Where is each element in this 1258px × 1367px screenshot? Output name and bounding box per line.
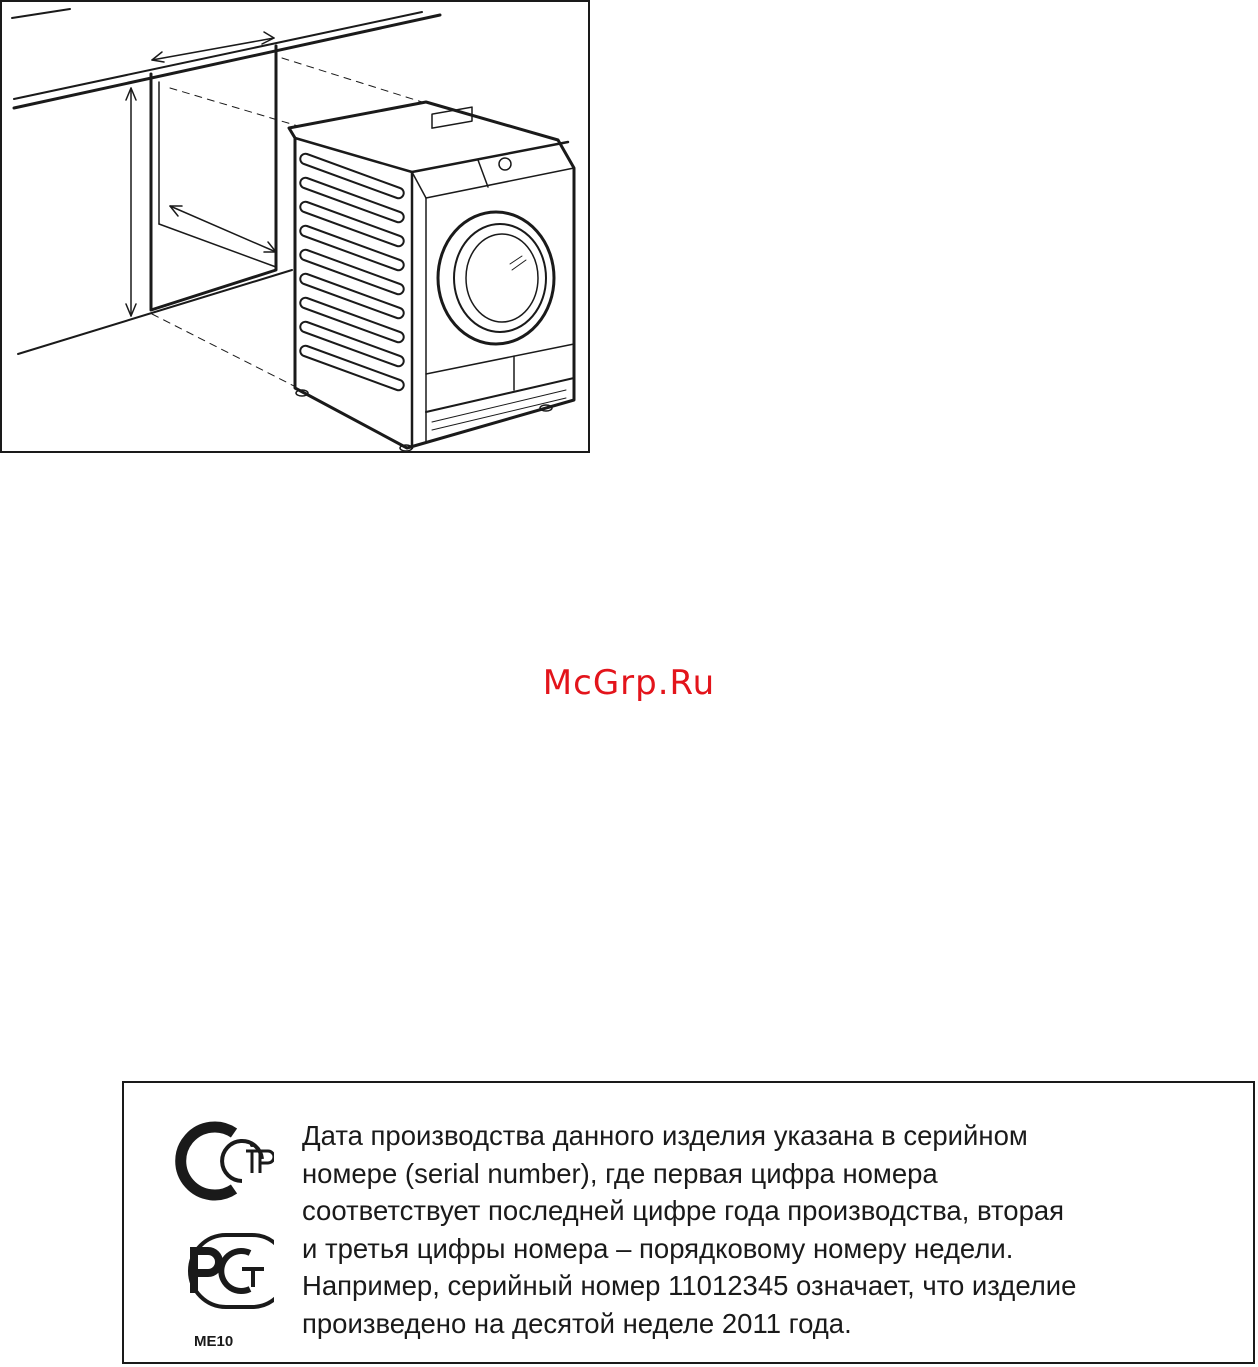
production-date-notice bbox=[122, 1081, 1255, 1364]
watermark-text: McGrp.Ru bbox=[542, 663, 716, 703]
rst-mark-icon bbox=[164, 1223, 274, 1323]
eac-gost-tr-mark-icon bbox=[164, 1111, 274, 1211]
rst-mark-code: ME10 bbox=[194, 1333, 234, 1350]
notice-line: произведено на десятой неделе 2011 года. bbox=[302, 1307, 852, 1339]
notice-text bbox=[302, 1117, 1242, 1342]
dryer-installation-diagram-icon bbox=[2, 2, 592, 455]
notice-line: соответствует последней цифре года производства, вторая bbox=[302, 1195, 1065, 1226]
notice-line: Например, серийный номер 11012345 означает, что изделие bbox=[302, 1270, 1077, 1301]
notice-line: номере (serial number), где первая цифра номера bbox=[302, 1157, 938, 1189]
installation-figure bbox=[0, 0, 590, 453]
notice-line: Дата производства данного изделия указана в серийном bbox=[302, 1120, 1028, 1151]
notice-line: и третья цифры номера – порядковому номеру недели. bbox=[302, 1232, 1014, 1264]
certification-logos bbox=[164, 1111, 274, 1350]
